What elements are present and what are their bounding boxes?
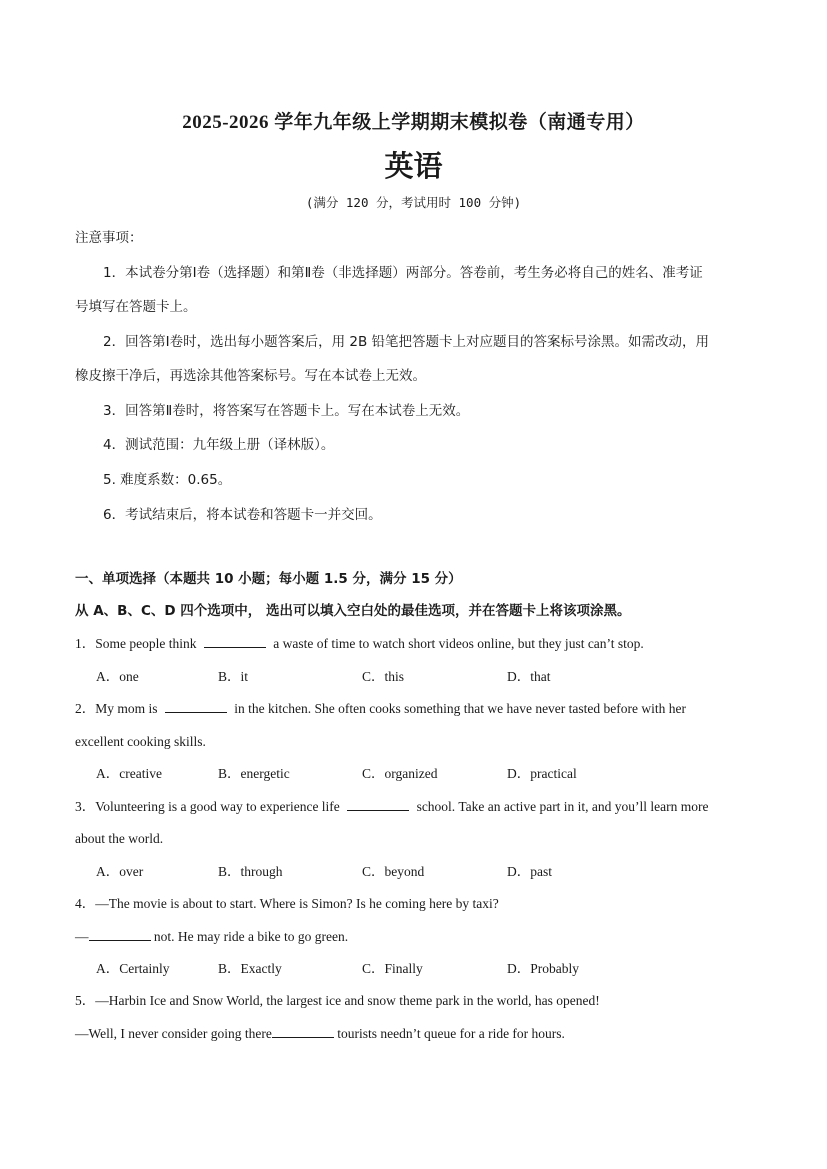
option-c: C．beyond: [362, 864, 425, 879]
question-2: [75, 700, 686, 718]
option-d: D．Probably: [507, 961, 579, 976]
option-d: D．past: [507, 864, 552, 879]
question-1: [75, 635, 644, 653]
question-5-reply: [75, 1025, 565, 1043]
question-text: 3．Volunteering is a good way to experience life: [75, 799, 344, 814]
note-1a: 1．本试卷分第Ⅰ卷（选择题）和第Ⅱ卷（非选择题）两部分。答卷前，考生务必将自己的姓名、准考证: [103, 265, 703, 281]
note-6: 6．考试结束后，将本试卷和答题卡一并交回。: [103, 507, 382, 523]
note-5: 5. 难度系数：0.65。: [103, 472, 232, 488]
option-c: C．organized: [362, 766, 438, 781]
note-1b: 号填写在答题卡上。: [75, 299, 197, 315]
answer-blank: [272, 1025, 334, 1038]
note-2b: 橡皮擦干净后，再选涂其他答案标号。写在本试卷上无效。: [75, 368, 426, 384]
exam-title: 2025-2026 学年九年级上学期期末模拟卷（南通专用）: [182, 112, 645, 133]
note-3: 3．回答第Ⅱ卷时，将答案写在答题卡上。写在本试卷上无效。: [103, 403, 470, 419]
answer-blank: [204, 635, 266, 648]
question-4: 4．—The movie is about to start. Where is Simon? Is he coming here by taxi?: [75, 896, 499, 911]
question-text: in the kitchen. She often cooks something that we have never tasted before with her: [230, 701, 687, 716]
option-b: B．it: [218, 669, 249, 684]
option-b: B．Exactly: [218, 961, 282, 976]
question-2-cont: excellent cooking skills.: [75, 734, 206, 749]
question-3: [75, 798, 709, 816]
option-d: D．that: [507, 669, 551, 684]
option-a: A．over: [96, 864, 144, 879]
answer-blank: [347, 798, 409, 811]
section-instruction: 从 A、B、C、D 四个选项中， 选出可以填入空白处的最佳选项，并在答题卡上将该项涂黑。: [75, 603, 631, 619]
option-a: A．one: [96, 669, 139, 684]
option-a: A．Certainly: [96, 961, 170, 976]
option-b: B．through: [218, 864, 283, 879]
question-text: 1．Some people think: [75, 636, 200, 651]
question-3-cont: about the world.: [75, 831, 164, 846]
question-text: —Well, I never consider going there: [75, 1026, 272, 1041]
question-text: —: [75, 929, 89, 944]
option-a: A．creative: [96, 766, 162, 781]
option-d: D．practical: [507, 766, 577, 781]
note-2a: 2．回答第Ⅰ卷时，选出每小题答案后，用 2B 铅笔把答题卡上对应题目的答案标号涂黑。如需改动，用: [103, 334, 710, 350]
exam-meta: (满分 120 分，考试用时 100 分钟): [305, 195, 522, 210]
question-text: school. Take an active part in it, and you’ll learn more: [413, 799, 709, 814]
option-b: B．energetic: [218, 766, 290, 781]
option-c: C．Finally: [362, 961, 423, 976]
question-4-reply: [75, 928, 348, 946]
note-4: 4．测试范围：九年级上册（译林版）。: [103, 437, 335, 453]
question-text: 2．My mom is: [75, 701, 161, 716]
question-text: a waste of time to watch short videos online, but they just can’t stop.: [269, 636, 644, 651]
question-text: tourists needn’t queue for a ride for hours.: [333, 1026, 565, 1041]
question-text: not. He may ride a bike to go green.: [150, 929, 349, 944]
subject-title: 英语: [384, 149, 443, 183]
answer-blank: [89, 928, 151, 941]
notes-heading: 注意事项：: [75, 230, 143, 246]
option-c: C．this: [362, 669, 405, 684]
answer-blank: [165, 700, 227, 713]
question-5: 5．—Harbin Ice and Snow World, the largest ice and snow theme park in the world, has opened!: [75, 993, 600, 1008]
section-heading: 一、单项选择（本题共 10 小题；每小题 1.5 分，满分 15 分）: [75, 571, 462, 587]
